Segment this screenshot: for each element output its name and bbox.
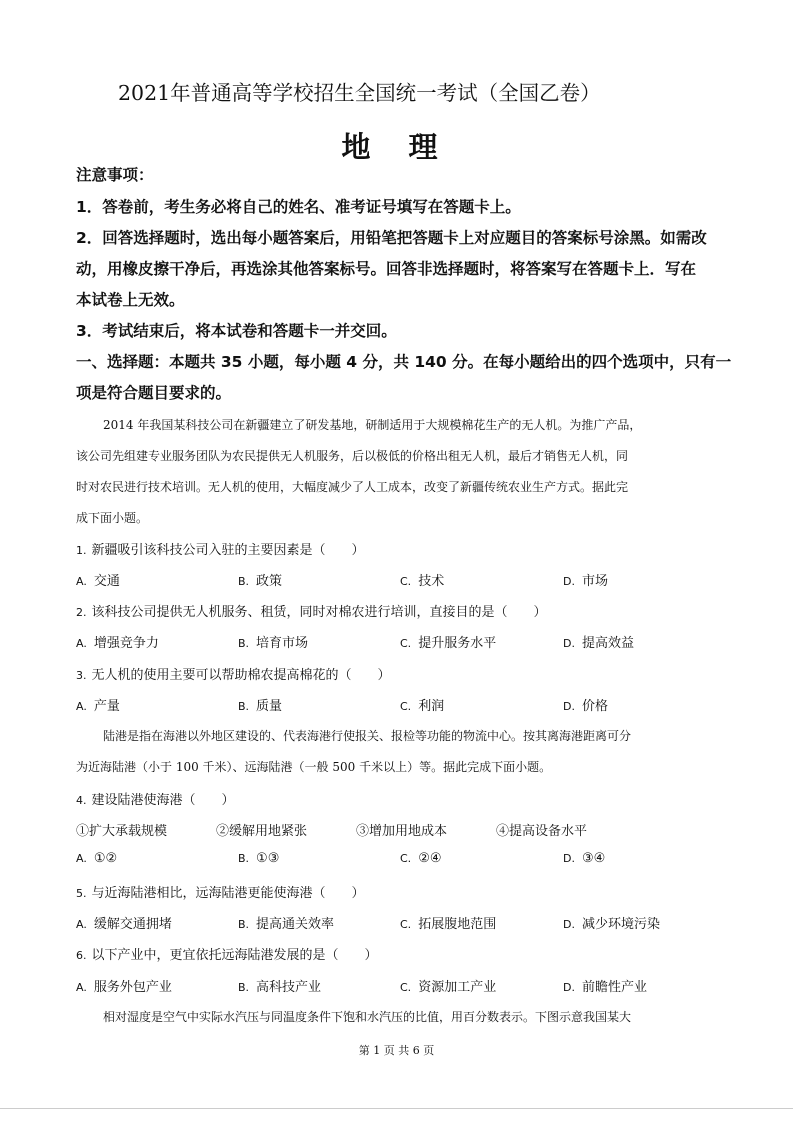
option: A. 产量 [76,699,120,714]
statement: ④提高设备水平 [496,824,588,839]
question-number: 1. [76,544,87,557]
section-heading: 项是符合题目要求的。 [76,384,232,402]
option: B. 提高通关效率 [238,917,335,932]
passage-line: 时对农民进行技术培训。无人机的使用，大幅度减少了人工成本，改变了新疆传统农业生产方式。据此完 [76,480,629,494]
notice-title: 注意事项： [76,166,154,184]
question-number: 4. [76,794,87,807]
question-text: 新疆吸引该科技公司入驻的主要因素是（ ） [91,543,365,558]
option: A. 服务外包产业 [76,980,172,995]
option: C. 资源加工产业 [400,980,497,995]
question-1 [76,539,365,558]
question-text: 无人机的使用主要可以帮助棉农提高棉花的（ ） [91,668,391,683]
notice-line: 动，用橡皮擦干净后，再选涂其他答案标号。回答非选择题时，将答案写在答题卡上．写在 [76,260,697,278]
subject-title: 地 理 [341,130,452,164]
question-number: 5. [76,887,87,900]
question-text: 建设陆港使海港（ ） [91,793,235,808]
option: A. 交通 [76,574,120,589]
passage-line: 为近海陆港（小于 100 千米）、远海陆港（一般 500 千米以上）等。据此完成下面小题。 [76,760,552,774]
option: C. 技术 [400,574,445,589]
option: B. ①③ [238,851,280,866]
option: A. 增强竞争力 [76,636,159,651]
question-text: 以下产业中，更宜依托远海陆港发展的是（ ） [91,948,378,963]
question-4 [76,789,235,808]
question-text: 与近海陆港相比，远海陆港更能使海港（ ） [91,886,365,901]
option: B. 高科技产业 [238,980,322,995]
notice-line: 2．回答选择题时，选出每小题答案后，用铅笔把答题卡上对应题目的答案标号涂黑。如需改 [76,229,707,247]
question-number: 2. [76,606,87,619]
option: B. 政策 [238,574,283,589]
question-text: 该科技公司提供无人机服务、租赁，同时对棉农进行培训，直接目的是（ ） [91,605,547,620]
exam-title: 2021年普通高等学校招生全国统一考试（全国乙卷） [118,81,601,105]
statement: ②缓解用地紧张 [216,824,308,839]
question-6 [76,944,378,963]
question-number: 3. [76,669,87,682]
option: B. 质量 [238,699,283,714]
option: D. 价格 [563,699,608,714]
notice-line: 1．答卷前，考生务必将自己的姓名、准考证号填写在答题卡上。 [76,198,521,216]
question-2 [76,601,547,620]
option: C. 利润 [400,699,445,714]
option: A. 缓解交通拥堵 [76,917,172,932]
passage-line: 相对湿度是空气中实际水汽压与同温度条件下饱和水汽压的比值，用百分数表示。下图示意我国某大 [103,1010,632,1024]
notice-line: 3．考试结束后，将本试卷和答题卡一并交回。 [76,322,397,340]
option: C. 拓展腹地范围 [400,917,497,932]
page-footer: 第 1 页 共 6 页 [358,1044,435,1057]
statement: ①扩大承载规模 [76,824,168,839]
passage-line: 成下面小题。 [76,511,149,525]
section-heading: 一、选择题：本题共 35 小题，每小题 4 分，共 140 分。在每小题给出的四个选项中，只有一 [76,353,732,371]
option: A. ①② [76,851,118,866]
option: D. 市场 [563,574,608,589]
page-divider [0,1108,793,1109]
question-number: 6. [76,949,87,962]
option: D. 前瞻性产业 [563,980,647,995]
passage-line: 陆港是指在海港以外地区建设的、代表海港行使报关、报检等功能的物流中心。按其离海港距离可分 [103,729,632,743]
option: C. 提升服务水平 [400,636,497,651]
passage-line: 2014 年我国某科技公司在新疆建立了研发基地，研制适用于大规模棉花生产的无人机。为推广产品， [103,418,642,432]
question-5 [76,882,365,901]
notice-line: 本试卷上无效。 [76,291,185,309]
option: D. ③④ [563,851,606,866]
question-3 [76,664,391,683]
option: D. 减少环境污染 [563,917,660,932]
option: C. ②④ [400,851,442,866]
statement: ③增加用地成本 [356,824,448,839]
option: D. 提高效益 [563,636,634,651]
option: B. 培育市场 [238,636,309,651]
passage-line: 该公司先组建专业服务团队为农民提供无人机服务，后以极低的价格出租无人机，最后才销售无人机，同 [76,449,629,463]
